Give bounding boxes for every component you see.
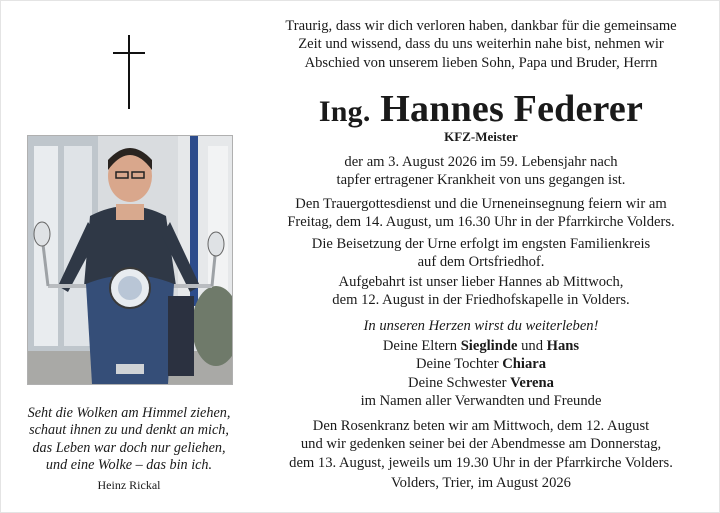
- and-word: und: [521, 338, 543, 354]
- viewing-line: Aufgebahrt ist unser lieber Hannes ab Mittwoch,: [338, 274, 624, 290]
- daughter-name: Chiara: [502, 356, 547, 373]
- death-notice: [251, 153, 711, 190]
- deceased-name: [251, 89, 711, 132]
- service-line: Den Trauergottesdienst und die Urneneinsegnung feiern wir am: [295, 196, 667, 212]
- sister-name: Verena: [510, 374, 554, 391]
- rosary-line: dem 13. August, jeweils um 19.30 Uhr in der Pfarrkirche Volders.: [289, 454, 673, 471]
- viewing-info: [251, 273, 711, 310]
- verse-line: Seht die Wolken am Himmel ziehen,: [27, 405, 231, 421]
- place-date: Volders, Trier, im August 2026: [391, 475, 571, 491]
- intro-line: Abschied von unserem lieben Sohn, Papa und Bruder, Herrn: [304, 54, 658, 71]
- occupation: KFZ-Meister: [444, 129, 518, 144]
- cross-icon: [113, 35, 145, 109]
- parent-name: Hans: [546, 338, 580, 354]
- verse-line: und eine Wolke – das bin ich.: [45, 457, 213, 474]
- service-line: Freitag, dem 14. August, um 16.30 Uhr in der Pfarrkirche Volders.: [287, 214, 675, 231]
- name-title: Ing.: [318, 95, 371, 128]
- family-sister: [251, 374, 711, 392]
- family-list: [251, 337, 711, 411]
- memorial-verse: [9, 405, 249, 475]
- urn-burial: [251, 235, 711, 272]
- verse-line: das Leben war doch nur geliehen,: [32, 439, 226, 456]
- memorial-motto: In unseren Herzen wirst du weiterleben!: [363, 318, 599, 334]
- family-daughter: [251, 355, 711, 373]
- portrait-photo: [27, 135, 233, 385]
- intro-line: Traurig, dass wir dich verloren haben, dankbar für die gemeinsame: [285, 18, 677, 34]
- death-line: tapfer ertragener Krankheit von uns gegangen ist.: [336, 172, 626, 189]
- parents-prefix: Deine Eltern: [382, 338, 458, 354]
- viewing-line: dem 12. August in der Friedhofskapelle in Volders.: [332, 292, 630, 309]
- funeral-service: [251, 195, 711, 232]
- rosary-line: und wir gedenken seiner bei der Abendmesse am Donnerstag,: [300, 436, 662, 453]
- intro-text: [251, 17, 711, 72]
- daughter-prefix: Deine Tochter: [415, 356, 499, 373]
- burial-line: auf dem Ortsfriedhof.: [417, 254, 545, 271]
- intro-line: Zeit und wissend, dass du uns weiterhin nahe bist, nehmen wir: [298, 36, 664, 53]
- burial-line: Die Beisetzung der Urne erfolgt im engsten Familienkreis: [311, 236, 651, 252]
- sister-prefix: Deine Schwester: [408, 374, 507, 391]
- name-full: Hannes Federer: [380, 88, 644, 130]
- verse-line: schaut ihnen zu und denkt an mich,: [29, 422, 229, 439]
- family-parents: [251, 337, 711, 355]
- rosary-line: Den Rosenkranz beten wir am Mittwoch, dem 12. August: [312, 418, 650, 434]
- parent-name: Sieglinde: [460, 338, 518, 354]
- verse-author: Heinz Rickal: [97, 478, 161, 492]
- family-relatives: im Namen aller Verwandten und Freunde: [360, 393, 602, 410]
- portrait-image: [28, 136, 232, 384]
- death-line: der am 3. August 2026 im 59. Lebensjahr nach: [344, 154, 618, 170]
- rosary-info: [251, 417, 711, 472]
